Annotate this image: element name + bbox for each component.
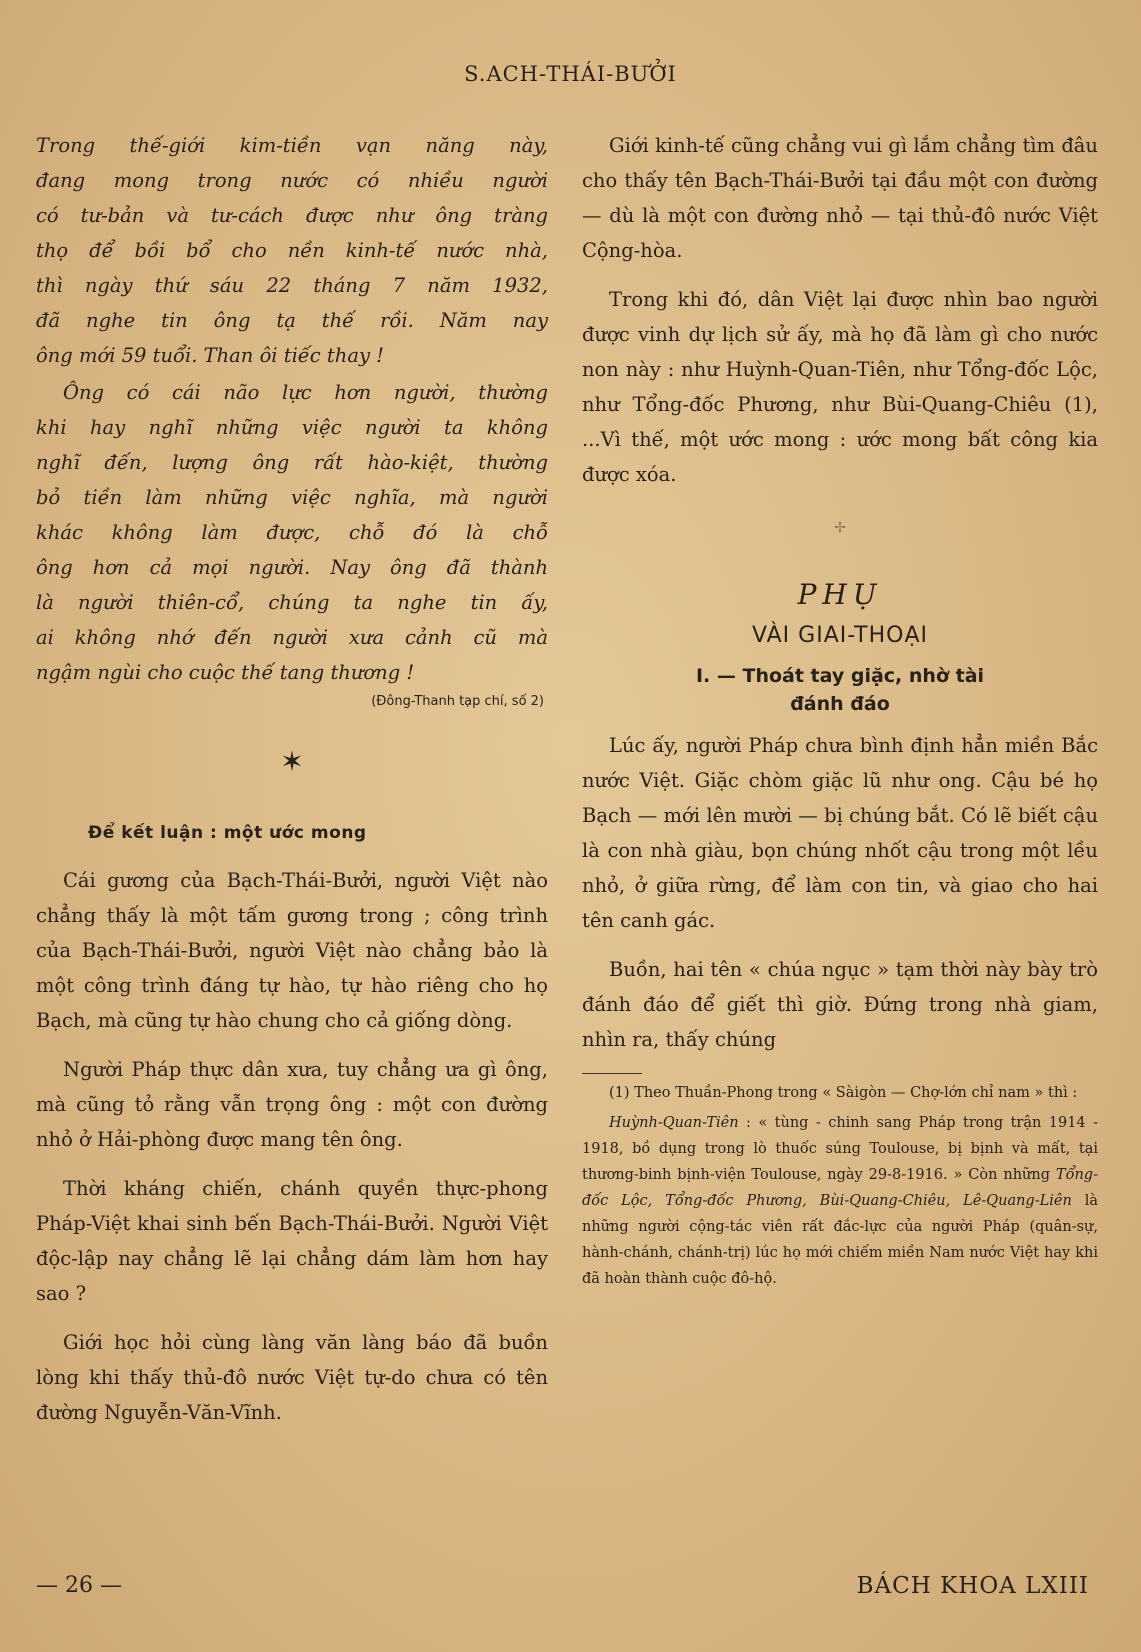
footnote-name: Huỳnh-Quan-Tiên <box>609 1115 739 1131</box>
quote-source: (Đông-Thanh tạp chí, số 2) <box>371 694 544 709</box>
quote-line: thọ để bồi bổ cho nền kinh-tế nước nhà, <box>36 239 548 262</box>
footnote-divider <box>582 1073 642 1074</box>
section-star-ornament: ✶ <box>280 745 304 778</box>
quote-line: nghĩ đến, lượng ông rất hào-kiệt, thường <box>36 451 548 474</box>
body-paragraph: Thời kháng chiến, chánh quyền thực-phong Pháp-Việt khai sinh bến Bạch-Thái-Bưởi. Người Việt độc-lập nay chẳng lẽ lại chẳng dám làm hơn hay sao ? <box>36 1177 548 1305</box>
quote-line: đã nghe tin ông tạ thế rồi. Năm nay <box>36 309 548 332</box>
running-header: S.ACH-THÁI-BƯỞI <box>464 62 677 86</box>
body-paragraph: Lúc ấy, người Pháp chưa bình định hẳn miền Bắc nước Việt. Giặc chòm giặc lũ như ong. Cậu bé họ Bạch — mới lên mười — bị chúng bắt. Có lẽ biết cậu là con nhà giàu, bọn chúng nhốt cậu trong một lều nhỏ, ở giữa rừng, để làm con tin, và giao cho hai tên canh gác. <box>582 734 1098 932</box>
quote-line: ngậm ngùi cho cuộc thế tang thương ! <box>36 661 415 684</box>
body-paragraph: Người Pháp thực dân xưa, tuy chẳng ưa gì ông, mà cũng tỏ rằng vẫn trọng ông : một con đường nhỏ ở Hải-phòng được mang tên ông. <box>36 1058 548 1151</box>
quote-line: có tư-bản và tư-cách được như ông tràng <box>36 204 548 227</box>
right-column <box>582 128 1098 1292</box>
quote-line: Trong thế-giới kim-tiền vạn năng này, <box>36 134 548 157</box>
anecdote-heading <box>582 662 1098 718</box>
appendix-subtitle: VÀI GIAI-THOẠI <box>751 623 928 648</box>
quote-line: ai không nhớ đến người xưa cảnh cũ mà <box>36 626 548 649</box>
body-paragraph: Cái gương của Bạch-Thái-Bưởi, người Việt nào chẳng thấy là một tấm gương trong ; công trình của Bạch-Thái-Bưởi, người Việt nào chẳng bảo là một công trình đáng tự hào, tự hào riêng cho họ Bạch, mà cũng tự hào chung cho cả giống dòng. <box>36 869 548 1032</box>
section-heading: Để kết luận : một ước mong <box>88 823 367 843</box>
quote-paragraph-1 <box>36 128 548 373</box>
journal-name: BÁCH KHOA LXIII <box>856 1573 1089 1599</box>
anecdote-heading-line: I. — Thoát tay giặc, nhờ tài <box>695 665 985 687</box>
quote-paragraph-2 <box>36 375 548 690</box>
page-number: — 26 — <box>36 1573 122 1598</box>
appendix-title: PHỤ <box>797 578 883 611</box>
anecdote-heading-line: đánh đáo <box>790 693 890 715</box>
footnote: (1) Theo Thuần-Phong trong « Sàigòn — Chợ-lớn chỉ nam » thì : <box>609 1085 1078 1101</box>
quote-line: khi hay nghĩ những việc người ta không <box>36 416 548 439</box>
footnote <box>582 1110 1098 1292</box>
quote-line: thì ngày thứ sáu 22 tháng 7 năm 1932, <box>36 274 548 297</box>
quote-line: Ông có cái não lực hơn người, thường <box>63 381 548 404</box>
quote-line: bỏ tiền làm những việc nghĩa, mà người <box>36 486 548 509</box>
body-paragraph: Giới học hỏi cùng làng văn làng báo đã buồn lòng khi thấy thủ-đô nước Việt tự-do chưa có tên đường Nguyễn-Văn-Vĩnh. <box>36 1331 548 1424</box>
footnote-names: Tổng-đốc Lộc, Tổng-đốc Phương, Bùi-Quang-Chiêu, Lê-Quang-Liên <box>582 1167 1098 1209</box>
body-paragraph: Trong khi đó, dân Việt lại được nhìn bao người được vinh dự lịch sử ấy, mà họ đã làm gì cho nước non này : như Huỳnh-Quan-Tiên, như Tổng-đốc Lộc, như Tổng-đốc Phương, như Bùi-Quang-Chiêu (1), ...Vì thế, một ước mong : ước mong bất công kia được xóa. <box>582 288 1098 486</box>
quote-line: khác không làm được, chỗ đó là chỗ <box>36 521 548 544</box>
quote-line: đang mong trong nước có nhiều người <box>36 169 548 192</box>
quote-line: ông mới 59 tuổi. Than ôi tiếc thay ! <box>36 344 385 367</box>
footnote-text: là những người cộng-tác viên rất đắc-lực của người Pháp (quân-sự, hành-chánh, chánh-trị) lúc họ mới chiếm miền Nam nước Việt hay khi đã hoàn thành cuộc đô-hộ. <box>582 1193 1098 1287</box>
body-paragraph: Buồn, hai tên « chúa ngục » tạm thời này bày trò đánh đáo để giết thì giờ. Đứng trong nhà giam, nhìn ra, thấy chúng <box>582 958 1098 1051</box>
quote-line: ông hơn cả mọi người. Nay ông đã thành <box>36 556 548 579</box>
footnote-text: : « tùng - chinh sang Pháp trong trận 1914 - 1918, bồ dụng trong lò thuốc súng Toulouse, bị bịnh và mất, tại thương-binh bịnh-viện Toulouse, ngày 29-8-1916. » Còn những <box>582 1115 1098 1183</box>
quote-line: là người thiên-cổ, chúng ta nghe tin ấy, <box>36 591 548 614</box>
body-paragraph: Giới kinh-tế cũng chẳng vui gì lắm chẳng tìm đâu cho thấy tên Bạch-Thái-Bưởi tại đầu một con đường — dù là một con đường nhỏ — tại thủ-đô nước Việt Cộng-hòa. <box>582 134 1098 262</box>
faint-ornament: ✢ <box>834 520 846 536</box>
left-column <box>36 128 548 1430</box>
